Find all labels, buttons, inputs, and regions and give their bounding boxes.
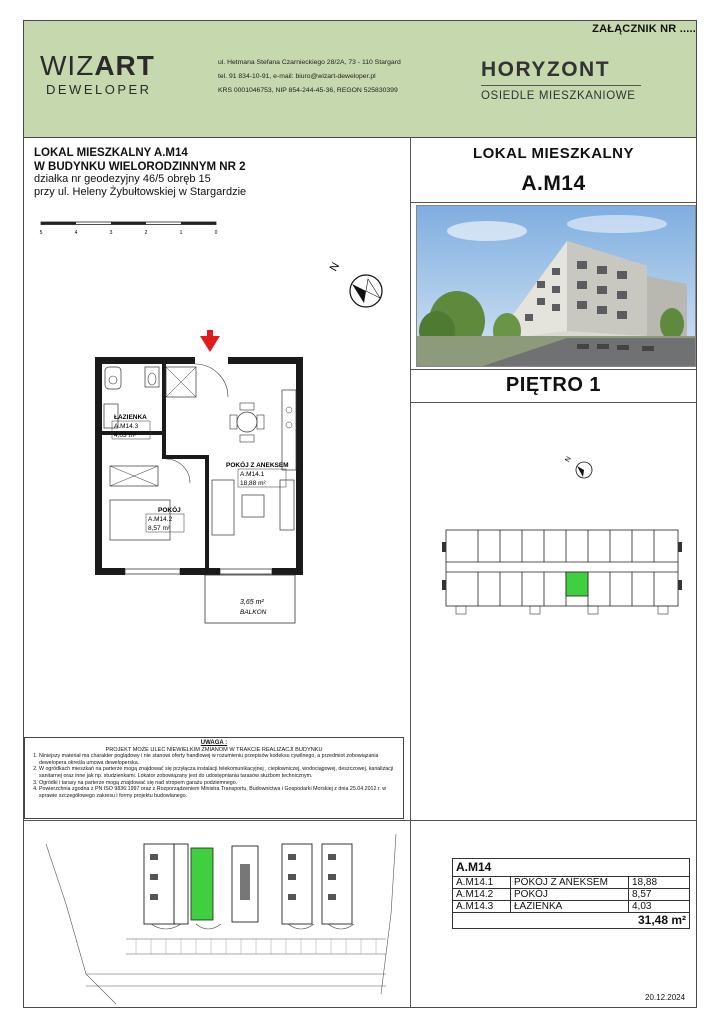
notes-box bbox=[24, 737, 404, 819]
highlighted-unit bbox=[566, 572, 588, 596]
logo-bold-text: ART bbox=[94, 50, 155, 81]
unit-street: przy ul. Heleny Żybułtowskiej w Stargardzie bbox=[34, 186, 247, 198]
summary-total: 31,48 m² bbox=[453, 913, 690, 929]
project-subtitle: OSIEDLE MIESZKANIOWE bbox=[481, 90, 636, 102]
highlighted-building bbox=[191, 848, 213, 920]
company-info bbox=[218, 56, 401, 98]
table-row bbox=[453, 877, 690, 889]
room-area-bathroom: 4,03 m² bbox=[114, 432, 137, 439]
notes-subtitle: PROJEKT MOŻE ULEC NIEWIELKIM ZMIANOM W TRAKCIE REALIZACJI BUDYNKU bbox=[105, 746, 323, 753]
unit-code-heading: A.M14 bbox=[521, 172, 586, 195]
scale-tick: 5 bbox=[39, 230, 43, 236]
note-item: 3. Ogródki i tarasy na parterze mogą znajdować się nad stropem garażu podziemnego. bbox=[39, 780, 399, 787]
summary-code: A.M14 bbox=[453, 859, 690, 877]
row-name: POKÓJ Z ANEKSEM bbox=[511, 877, 629, 889]
balcony-label: BALKON bbox=[240, 609, 267, 616]
compass-label: N bbox=[327, 260, 343, 274]
logo-subtitle: DEWELOPER bbox=[46, 82, 152, 97]
row-code: A.M14.2 bbox=[453, 889, 511, 901]
unit-plot: działka nr geodezyjny 46/5 obręb 15 bbox=[34, 173, 211, 185]
floor-plan bbox=[90, 330, 320, 630]
small-compass-label: N bbox=[564, 455, 573, 464]
unit-title-line2: W BUDYNKU WIELORODZINNYM NR 2 bbox=[34, 161, 246, 173]
scale-tick: 0 bbox=[214, 230, 218, 236]
room-area-living: 18,88 m² bbox=[240, 480, 266, 487]
scale-tick: 2 bbox=[144, 230, 148, 236]
row-code: A.M14.3 bbox=[453, 901, 511, 913]
unit-title-line1: LOKAL MIESZKALNY A.M14 bbox=[34, 147, 188, 159]
note-item: 2. W ogródkach mieszkań na parterze mogą znajdować się przyłącza instalacji telekomunikacyjnej , ciepłowniczej, wodociągowej, deszczowej, kanalizacji sanitarnej oraz inne jak np. studzienkami. Lokator zobowiązany jest do udostępniania tarasów służbom technicznym. bbox=[39, 766, 399, 779]
row-area: 18,88 bbox=[629, 877, 690, 889]
balcony-area: 3,65 m² bbox=[240, 599, 264, 606]
divider bbox=[410, 402, 697, 403]
table-row bbox=[453, 889, 690, 901]
floor-heading: PIĘTRO 1 bbox=[505, 374, 602, 396]
scale-tick: 1 bbox=[179, 230, 183, 236]
divider bbox=[410, 369, 697, 370]
company-registry: KRS 0001046753, NIP 854-244-45-36, REGON 525830399 bbox=[218, 87, 398, 94]
entrance-arrow-icon bbox=[200, 330, 220, 352]
project-name: HORYZONT bbox=[481, 58, 611, 81]
area-summary-table bbox=[452, 858, 690, 929]
divider bbox=[410, 820, 411, 1008]
note-item: 1. Niniejszy materiał ma charakter poglądowy i nie stanowi oferty handlowej w rozumieniu przepisów kodeksu cywilnego, a przedmiot zobowiązania dewelopera określa umowa deweloperska. bbox=[39, 753, 399, 766]
site-plan bbox=[26, 824, 408, 1006]
small-compass-icon bbox=[560, 452, 600, 484]
document-date: 20.12.2024 bbox=[645, 993, 686, 1002]
unit-title bbox=[34, 146, 245, 174]
company-address: ul. Hetmana Stefana Czarnieckiego 28/2A, 73 - 110 Stargard bbox=[218, 59, 401, 66]
notes-list bbox=[29, 753, 399, 799]
scale-tick: 3 bbox=[109, 230, 113, 236]
company-contact: tel. 91 834-10-91, e-mail: biuro@wizart-deweloper.pl bbox=[218, 73, 376, 80]
floor-key-plan bbox=[438, 522, 686, 622]
notes-title: UWAGA : bbox=[200, 740, 228, 746]
annex-label: ZAŁĄCZNIK NR ..... bbox=[592, 23, 696, 35]
divider bbox=[23, 820, 697, 821]
unit-location bbox=[34, 173, 246, 199]
compass-icon bbox=[320, 258, 390, 313]
row-name: ŁAZIENKA bbox=[511, 901, 629, 913]
row-code: A.M14.1 bbox=[453, 877, 511, 889]
column-divider bbox=[410, 138, 411, 820]
scale-bar bbox=[36, 216, 221, 236]
unit-type-heading: LOKAL MIESZKALNY bbox=[472, 145, 635, 162]
table-row bbox=[453, 901, 690, 913]
note-item: 4. Powierzchnia zgodna z PN ISO 9836:1997 oraz z Rozporządzeniem Ministra Transportu, Budownictwa i Gospodarki Morskiej z dnia 25.04.2012 r. w sprawie szczegółowego zakresu i formy projektu budowlanego. bbox=[39, 786, 399, 799]
logo-main-text: WIZ bbox=[40, 50, 95, 81]
building-render-image bbox=[416, 205, 696, 367]
scale-tick: 4 bbox=[74, 230, 78, 236]
row-name: POKÓJ bbox=[511, 889, 629, 901]
developer-logo bbox=[40, 52, 155, 80]
room-area-bedroom: 8,57 m² bbox=[148, 525, 171, 532]
divider bbox=[410, 202, 697, 203]
row-area: 4,03 bbox=[629, 901, 690, 913]
room-name-bathroom: ŁAZIENKA bbox=[114, 414, 147, 421]
room-code-bedroom: A.M14.2 bbox=[148, 516, 173, 523]
room-code-living: A.M14.1 bbox=[240, 471, 265, 478]
project-divider bbox=[481, 85, 641, 86]
room-code-bathroom: A.M14.3 bbox=[114, 423, 139, 430]
row-area: 8,57 bbox=[629, 889, 690, 901]
room-name-living: POKÓJ Z ANEKSEM bbox=[226, 462, 289, 469]
room-name-bedroom: POKÓJ bbox=[158, 507, 181, 514]
